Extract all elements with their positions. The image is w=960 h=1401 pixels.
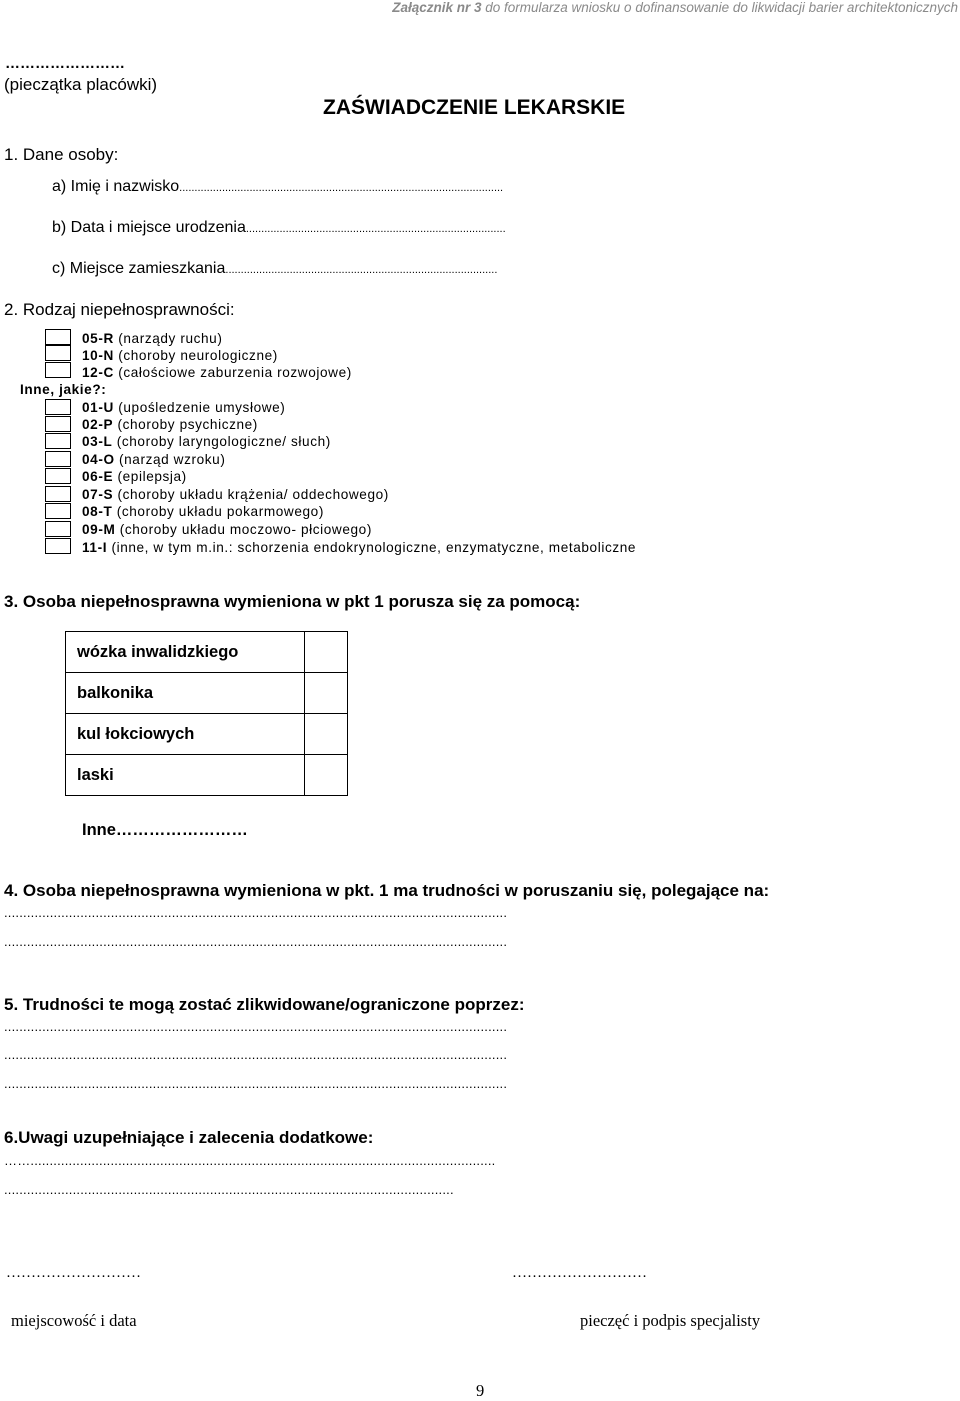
aid-label: laski (66, 755, 305, 796)
section4-line[interactable]: .................................................................................................................................... (4, 934, 508, 949)
aid-checkbox-wheelchair[interactable] (305, 632, 348, 673)
section6-line[interactable]: ...................................................................................................................... (4, 1182, 454, 1197)
aid-checkbox-cane[interactable] (305, 755, 348, 796)
checkbox-03-L[interactable] (45, 433, 71, 449)
aid-checkbox-crutches[interactable] (305, 714, 348, 755)
disability-item: 09-M (choroby układu moczowo- płciowego) (82, 522, 372, 537)
section4-heading: 4. Osoba niepełnosprawna wymieniona w pkt. 1 ma trudności w poruszaniu się, polegające na: (4, 881, 770, 900)
header-description: do formularza wniosku o dofinansowanie do likwidacji barier architektonicznych (481, 0, 958, 15)
aid-other-field[interactable]: Inne…………………… (82, 821, 248, 839)
table-row (66, 755, 348, 796)
section5-line[interactable]: .................................................................................................................................... (4, 1076, 508, 1091)
disability-item: 04-O (narząd wzroku) (82, 452, 226, 467)
disability-item: 07-S (choroby układu krążenia/ oddechowego) (82, 487, 389, 502)
checkbox-05-R[interactable] (45, 329, 71, 345)
other-disability-label: Inne, jakie?: (20, 382, 107, 397)
field-name[interactable]: a) Imię i nazwisko.......................................................................................................... (52, 178, 504, 195)
checkbox-07-S[interactable] (45, 486, 71, 502)
attachment-number: Załącznik nr 3 (392, 0, 482, 15)
aid-label: wózka inwalidzkiego (66, 632, 305, 673)
disability-item: 05-R (narządy ruchu) (82, 331, 223, 346)
aid-label: balkonika (66, 673, 305, 714)
disability-item: 01-U (upośledzenie umysłowe) (82, 400, 286, 415)
section3-heading: 3. Osoba niepełnosprawna wymieniona w pkt 1 porusza się za pomocą: (4, 592, 581, 611)
table-row (66, 673, 348, 714)
signature-label: pieczęć i podpis specjalisty (580, 1311, 761, 1330)
aid-checkbox-walker[interactable] (305, 673, 348, 714)
disability-item: 08-T (choroby układu pokarmowego) (82, 504, 324, 519)
section2-heading: 2. Rodzaj niepełnosprawności: (4, 300, 235, 319)
section5-line[interactable]: .................................................................................................................................... (4, 1019, 508, 1034)
checkbox-12-C[interactable] (45, 362, 71, 378)
place-date-label: miejscowość i data (11, 1311, 137, 1330)
checkbox-06-E[interactable] (45, 468, 71, 484)
disability-item: 12-C (całościowe zaburzenia rozwojowe) (82, 365, 352, 380)
checkbox-08-T[interactable] (45, 503, 71, 519)
table-row (66, 632, 348, 673)
section5-line[interactable]: .................................................................................................................................... (4, 1047, 508, 1062)
document-title: ZAŚWIADCZENIE LEKARSKIE (323, 96, 626, 119)
page-number: 9 (476, 1381, 485, 1400)
stamp-label: (pieczątka placówki) (4, 75, 158, 94)
checkbox-09-M[interactable] (45, 521, 71, 537)
disability-item: 03-L (choroby laryngologiczne/ słuch) (82, 434, 331, 449)
disability-item: 06-E (epilepsja) (82, 469, 187, 484)
checkbox-11-I[interactable] (45, 538, 71, 554)
section6-heading: 6.Uwagi uzupełniające i zalecenia dodatkowe: (4, 1128, 374, 1147)
mobility-aids-table (65, 631, 348, 796)
aid-label: kul łokciowych (66, 714, 305, 755)
disability-item: 11-I (inne, w tym m.in.: schorzenia endokrynologiczne, enzymatyczne, metaboliczne (82, 540, 637, 555)
checkbox-04-O[interactable] (45, 451, 71, 467)
section1-heading: 1. Dane osoby: (4, 145, 119, 164)
disability-item: 02-P (choroby psychiczne) (82, 417, 258, 432)
stamp-dots: …………………… (5, 55, 125, 72)
place-date-dots[interactable]: ……………………… (6, 1265, 141, 1281)
table-row (66, 714, 348, 755)
checkbox-01-U[interactable] (45, 399, 71, 415)
section6-line[interactable]: …….......................................................................................................................... (4, 1153, 496, 1168)
field-address[interactable]: c) Miejsce zamieszkania......................................................................................... (52, 260, 498, 277)
document-header (392, 0, 958, 15)
disability-item: 10-N (choroby neurologiczne) (82, 348, 278, 363)
checkbox-10-N[interactable] (45, 345, 71, 361)
section4-line[interactable]: .................................................................................................................................... (4, 905, 508, 920)
signature-dots[interactable]: ……………………… (512, 1265, 647, 1281)
checkbox-02-P[interactable] (45, 416, 71, 432)
section5-heading: 5. Trudności te mogą zostać zlikwidowane/ograniczone poprzez: (4, 995, 525, 1014)
field-birth[interactable]: b) Data i miejsce urodzenia..................................................................................... (52, 219, 506, 236)
